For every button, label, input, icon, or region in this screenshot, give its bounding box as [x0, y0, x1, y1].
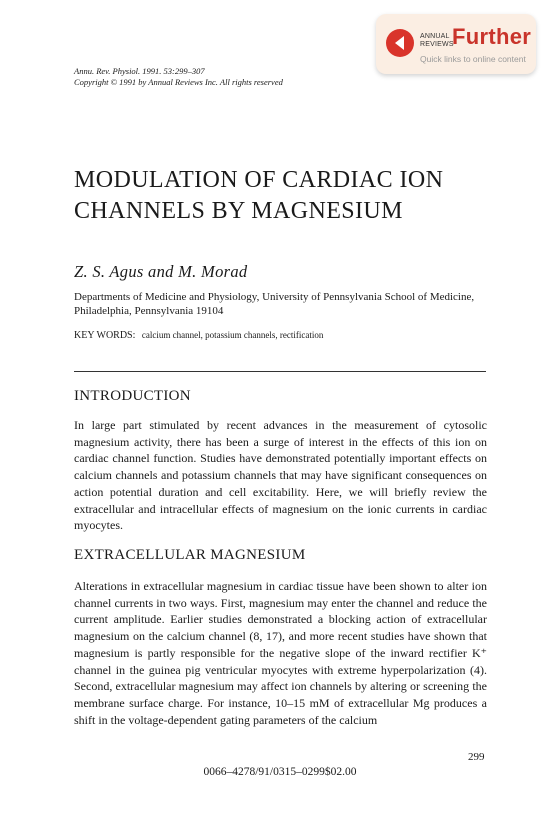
- annual-reviews-logo-icon: [386, 29, 414, 57]
- article-title: MODULATION OF CARDIAC ION CHANNELS BY MAGNESIUM: [74, 167, 444, 224]
- banner-further-label: Further: [452, 24, 532, 49]
- section-heading-introduction: INTRODUCTION: [74, 388, 191, 404]
- banner-annual-reviews: ANNUAL REVIEWS: [420, 33, 454, 48]
- keywords-label: KEY WORDS:: [74, 330, 136, 341]
- keywords-list: calcium channel, potassium channels, rectification: [141, 330, 324, 340]
- banner-subtitle: Quick links to online content: [420, 54, 526, 64]
- section-heading-extracellular: EXTRACELLULAR MAGNESIUM: [74, 547, 306, 563]
- citation: Annu. Rev. Physiol. 1991. 53:299–307: [74, 66, 205, 76]
- page-number: 299: [468, 751, 485, 763]
- footer-code: 0066–4278/91/0315–0299$02.00: [203, 766, 357, 778]
- header-divider: [74, 371, 486, 372]
- section-text-extracellular: Alterations in extracellular magnesium in cardiac tissue have been shown to alter ion channel currents in two ways. First, magnesium may enter the channel and reduce the current amplitude. Earlier studies demonstrated a blocking action of extracellular magnesium on the calcium channel (8, 17), and more recent studies have shown that magnesium is partly responsible for the negative slope of the inward rectifier K⁺ channel in the guinea pig ventricular myocytes with extreme hyperpolarization (4). Second, extracellular magnesium may affect ion channels by altering or screening the membrane surface charge. For instance, 10–15 mM of extracellular Mg produces a shift in the voltage-dependent gating parameters of the calcium: [74, 579, 487, 727]
- article-affiliation: Departments of Medicine and Physiology, University of Pennsylvania School of Medicine, Philadelphia, Pennsylvania 19104: [74, 291, 475, 317]
- article-authors: Z. S. Agus and M. Morad: [74, 262, 248, 281]
- copyright: Copyright © 1991 by Annual Reviews Inc. All rights reserved: [74, 77, 283, 87]
- keywords: [74, 329, 323, 342]
- section-text-introduction: In large part stimulated by recent advances in the measurement of cytosolic magnesium activity, there has been a surge of interest in the effects of this ion on cardiac channel function. Studies have demonstrated potentially important effects on calcium channels and potassium channels that may have significant consequences on action potential duration and cell excitability. Here, we will briefly review the extracellular and intracellular effects of magnesium on the ionic currents in cardiac myocytes.: [74, 418, 487, 533]
- citation-meta: [74, 66, 283, 88]
- further-banner[interactable]: [376, 14, 536, 74]
